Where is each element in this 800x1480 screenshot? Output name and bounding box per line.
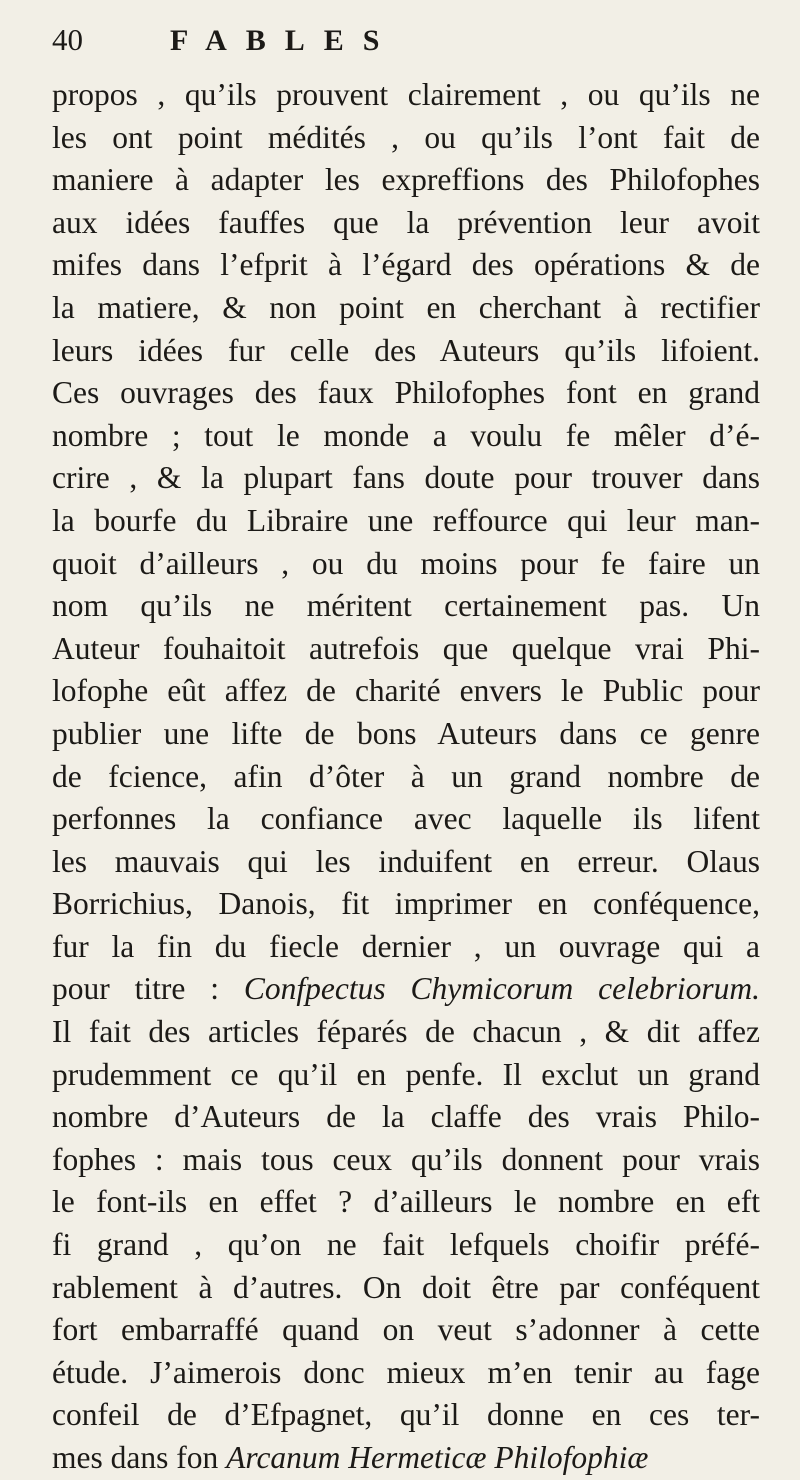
text-line: les ont point médités , ou qu’ils l’ont fait de (52, 119, 760, 155)
text-line: nom qu’ils ne méritent certainement pas. Un (52, 588, 760, 624)
text-line: Auteur fouhaitoit autrefois que quelque vrai Phi- (52, 630, 760, 666)
running-title: FABLES (170, 24, 399, 57)
text-line: perfonnes la confiance avec laquelle ils lifent (52, 801, 760, 837)
text-line: fophes : mais tous ceux qu’ils donnent pour vrais (52, 1141, 760, 1177)
italic-book-title: Arcanum Hermeticæ Philofophiæ (226, 1440, 649, 1475)
text-line: pour titre : Confpectus Chymicorum celebriorum. (52, 971, 760, 1007)
text-line: le font-ils en effet ? d’ailleurs le nombre en eft (52, 1184, 760, 1220)
text-line: mes dans fon Arcanum Hermeticæ Philofophiæ (52, 1440, 649, 1475)
text-line: confeil de d’Efpagnet, qu’il donne en ces ter- (52, 1397, 760, 1433)
text-line: Il fait des articles féparés de chacun , & dit affez (52, 1014, 760, 1050)
page-header (52, 22, 760, 66)
text-line: leurs idées fur celle des Auteurs qu’ils lifoient. (52, 332, 760, 368)
text-line: nombre d’Auteurs de la claffe des vrais Philo- (52, 1099, 760, 1135)
italic-book-title: Confpectus Chymicorum celebriorum. (243, 971, 760, 1007)
text-line: rablement à d’autres. On doit être par conféquent (52, 1269, 760, 1305)
text-line: fur la fin du fiecle dernier , un ouvrage qui a (52, 928, 760, 964)
text-line: étude. J’aimerois donc mieux m’en tenir au fage (52, 1354, 760, 1390)
text-line: prudemment ce qu’il en penfe. Il exclut un grand (52, 1056, 760, 1092)
body-text (52, 74, 760, 1480)
text-line: quoit d’ailleurs , ou du moins pour fe faire un (52, 545, 760, 581)
text-line: de fcience, afin d’ôter à un grand nombre de (52, 758, 760, 794)
text-line: les mauvais qui les induifent en erreur. Olaus (52, 843, 760, 879)
text-line: fi grand , qu’on ne fait lefquels choifir préfé- (52, 1227, 760, 1263)
text-line: propos , qu’ils prouvent clairement , ou qu’ils ne (52, 77, 760, 112)
text-line: aux idées fauffes que la prévention leur avoit (52, 204, 760, 240)
text-line: nombre ; tout le monde a voulu fe mêler d’é- (52, 417, 760, 453)
text-line: la matiere, & non point en cherchant à rectifier (52, 289, 760, 325)
text-line: publier une lifte de bons Auteurs dans ce genre (52, 715, 760, 751)
text-line: la bourfe du Libraire une reffource qui leur man- (52, 502, 760, 538)
page-number: 40 (52, 22, 83, 57)
text-line: maniere à adapter les expreffions des Philofophes (52, 162, 760, 198)
text-line: Borrichius, Danois, fit imprimer en conféquence, (52, 886, 760, 922)
text-line: lofophe eût affez de charité envers le Public pour (52, 673, 760, 709)
text-line: fort embarraffé quand on veut s’adonner à cette (52, 1312, 760, 1348)
text-line: crire , & la plupart fans doute pour trouver dans (52, 460, 760, 496)
text-line: Ces ouvrages des faux Philofophes font en grand (52, 375, 760, 411)
text-line: mifes dans l’efprit à l’égard des opérations & de (52, 247, 760, 283)
